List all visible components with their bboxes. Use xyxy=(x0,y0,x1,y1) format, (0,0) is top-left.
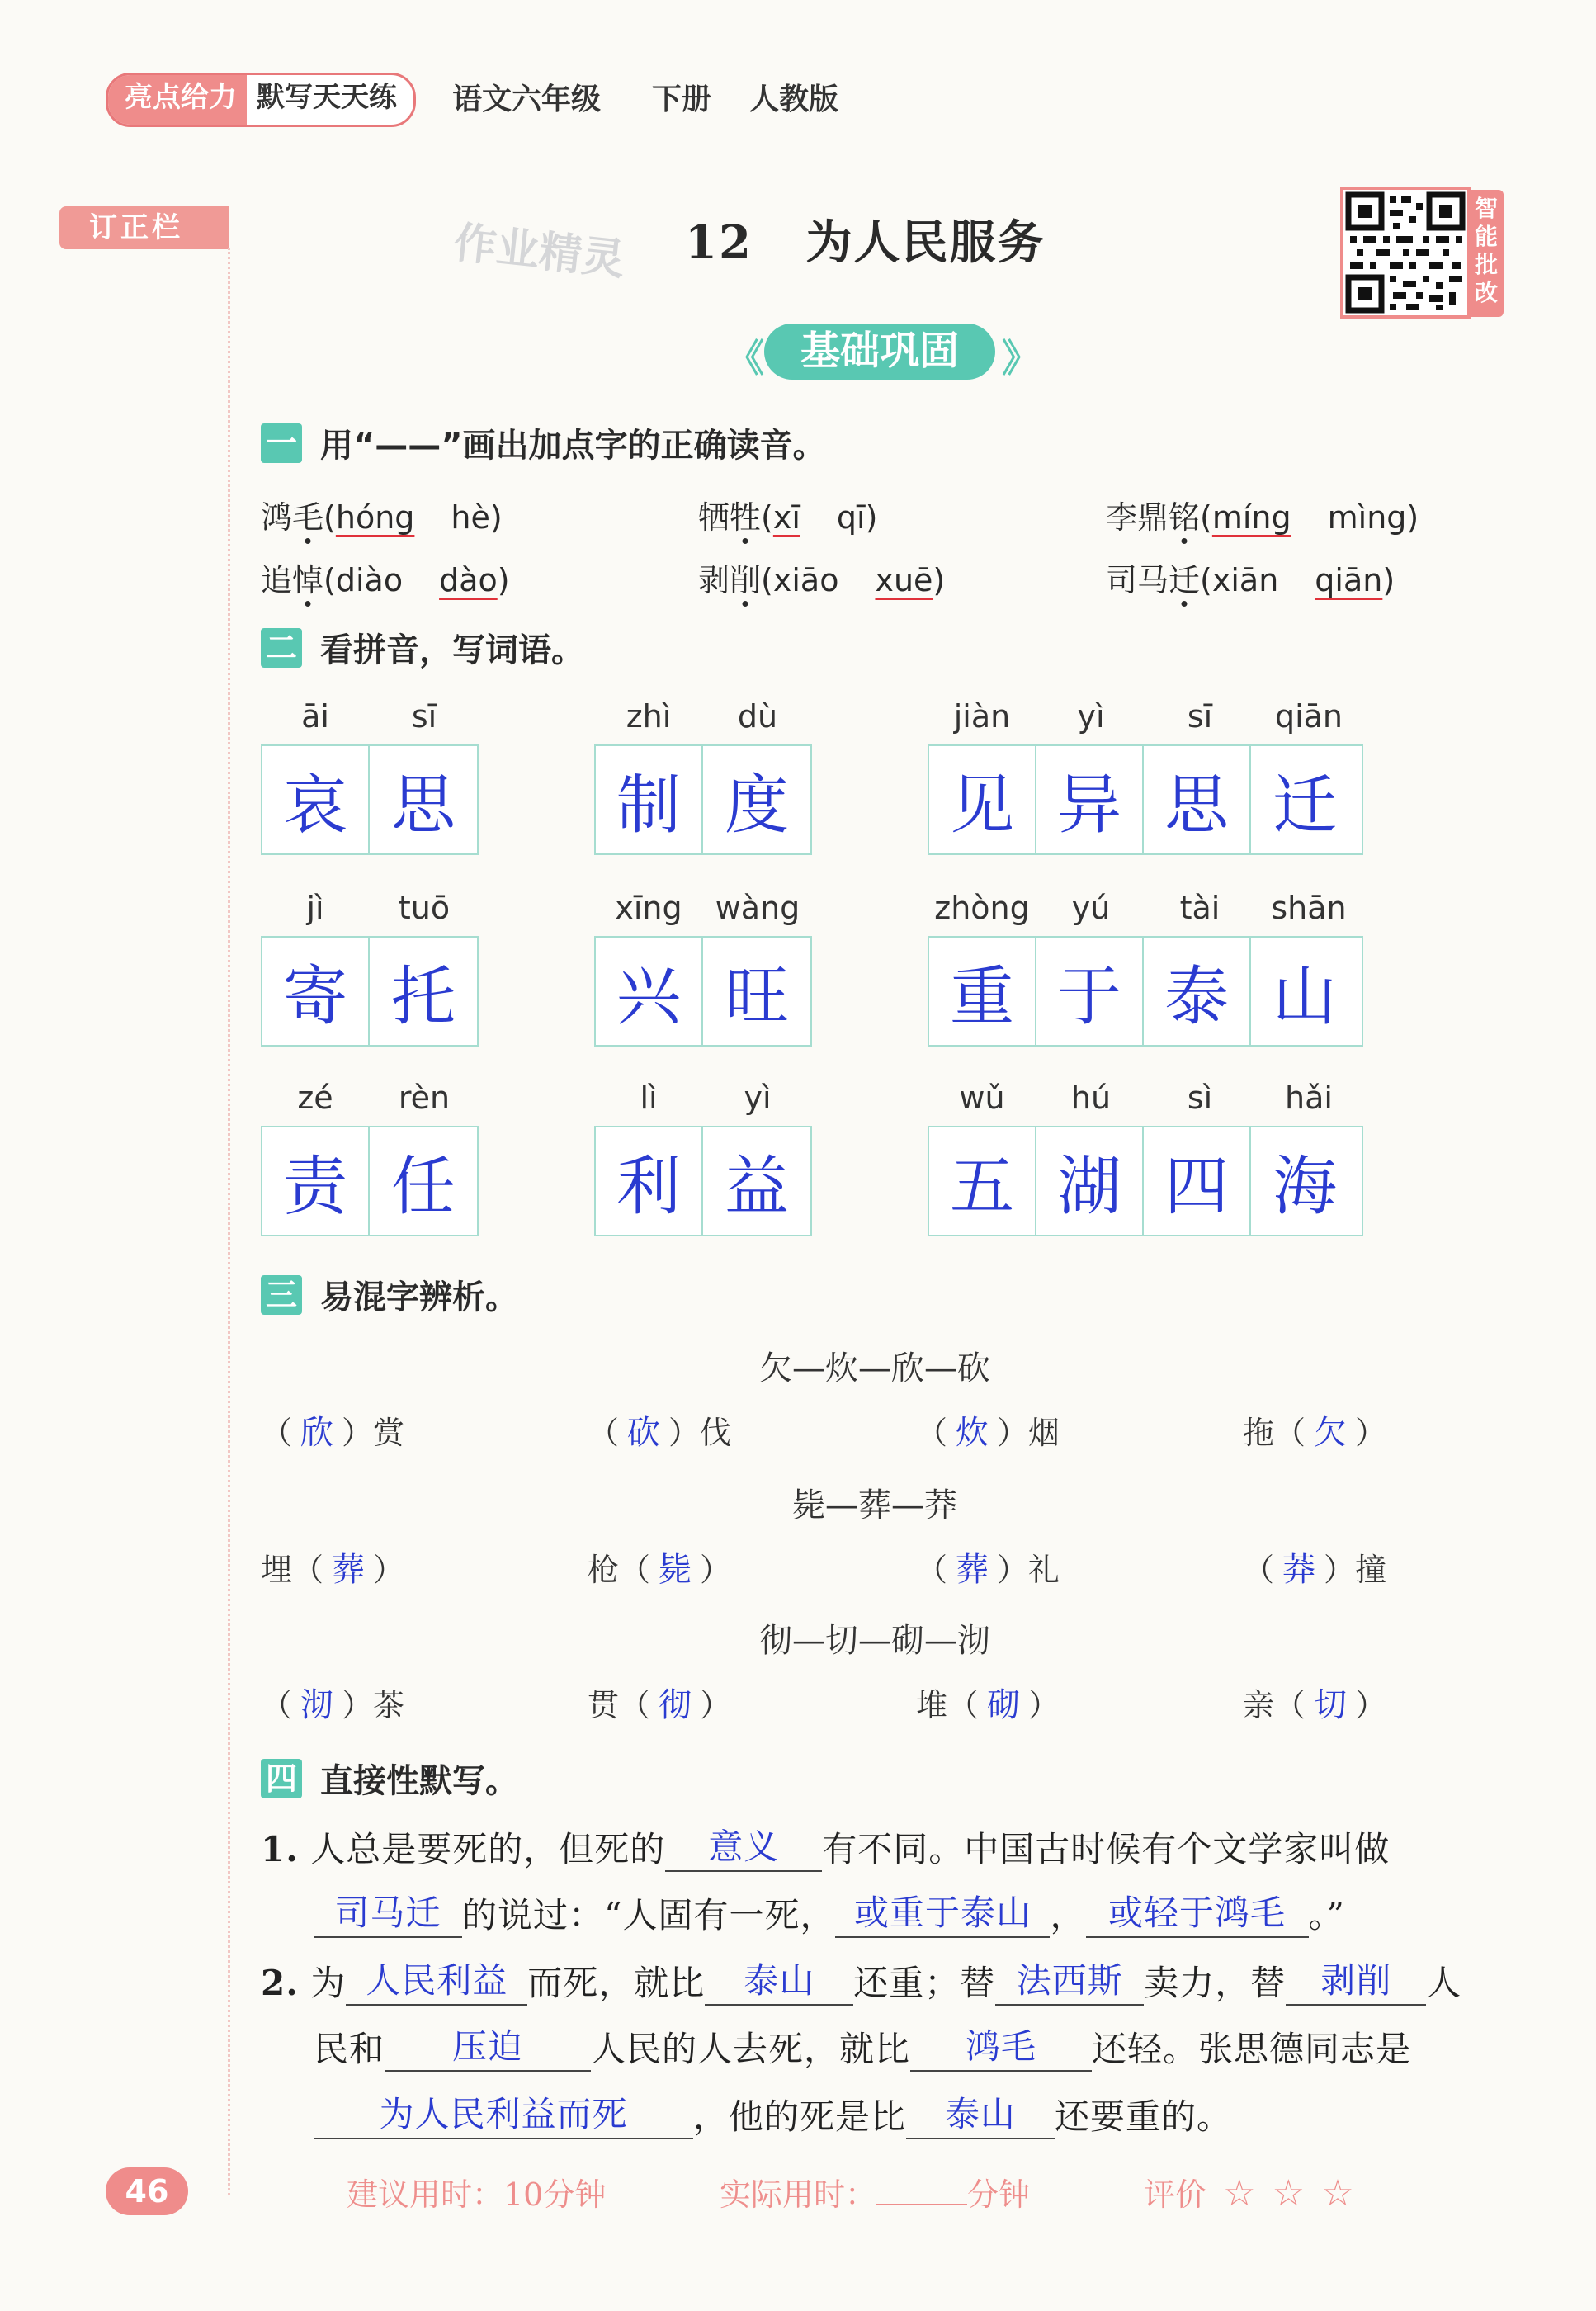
character-grid xyxy=(928,744,1363,855)
q1-number: 1. xyxy=(261,1829,299,1869)
word-item xyxy=(594,698,812,855)
q2-text: 民和 xyxy=(314,2029,385,2069)
fill-text: （ xyxy=(1243,1552,1275,1588)
character-cell[interactable]: 益 xyxy=(724,1150,789,1224)
lesson-name: 为人民服务 xyxy=(805,215,1046,270)
pinyin-label: sì xyxy=(1187,1080,1213,1116)
fill-answer[interactable]: 彻 xyxy=(659,1686,692,1724)
pinyin-label: jì xyxy=(306,890,324,926)
section-1-heading xyxy=(261,419,826,466)
pinyin-option[interactable]: qī xyxy=(836,499,866,536)
pinyin-label: rèn xyxy=(398,1080,451,1116)
word-item xyxy=(594,890,812,1047)
fill-text: ）撞 xyxy=(1324,1552,1387,1588)
paren: ) xyxy=(933,562,946,598)
qr-tag: 智能批改 xyxy=(1469,190,1504,317)
rating-label: 评价 xyxy=(1144,2176,1207,2213)
fill-text: 贯（ xyxy=(588,1687,651,1723)
section-title: 用“——”画出加点字的正确读音。 xyxy=(320,427,826,465)
dotted-char: 悼 xyxy=(292,562,324,598)
actual-time-label: 实际用时： xyxy=(720,2176,877,2213)
pinyin-label: hú xyxy=(1070,1080,1112,1116)
fill-text: （ xyxy=(588,1415,620,1451)
character-cell[interactable]: 见 xyxy=(929,746,1036,853)
chevron-left-icon: 《 xyxy=(726,336,764,380)
fill-text: （ xyxy=(916,1415,948,1451)
subject-label: 语文六年级 xyxy=(452,83,602,116)
pinyin-option[interactable]: xiāo xyxy=(772,562,839,598)
q2-blank[interactable]: 为人民利益而死 xyxy=(314,2091,693,2139)
word-text: 牺 xyxy=(698,499,730,536)
confusable-group-head: 毙—葬—莽 xyxy=(792,1486,957,1524)
section-banner: 基础巩固 xyxy=(764,324,995,380)
actual-time-unit: 分钟 xyxy=(967,2176,1031,2213)
pinyin-option[interactable]: xiān xyxy=(1211,562,1279,598)
fill-text: ） xyxy=(1028,1687,1060,1723)
paren: ) xyxy=(1382,562,1395,598)
character-cell[interactable]: 海 xyxy=(1272,1150,1337,1224)
q2-text: ，他的死是比 xyxy=(693,2096,907,2137)
confusable-fill xyxy=(588,1543,731,1590)
actual-time-blank[interactable] xyxy=(876,2204,967,2205)
character-cell[interactable]: 思 xyxy=(390,768,456,843)
paren: ) xyxy=(865,499,878,536)
q2-text: 还要重的。 xyxy=(1055,2096,1233,2137)
paren: ( xyxy=(761,562,773,598)
character-grid xyxy=(594,744,812,855)
character-grid xyxy=(928,1126,1363,1236)
fill-text: 拖（ xyxy=(1243,1415,1306,1451)
reading-item xyxy=(698,555,945,600)
fill-text: ）烟 xyxy=(997,1415,1060,1451)
confusable-fill xyxy=(261,1543,404,1590)
q2-number: 2. xyxy=(261,1963,299,2003)
confusable-fill xyxy=(1243,1406,1386,1453)
q2-line1 xyxy=(261,1956,1461,2006)
character-cell[interactable]: 托 xyxy=(390,960,456,1034)
q1-blank[interactable]: 或轻于鸿毛 xyxy=(1086,1890,1309,1938)
q2-blank[interactable]: 泰山 xyxy=(906,2091,1055,2139)
section-title: 易混字辨析。 xyxy=(320,1278,518,1316)
section-number: 二 xyxy=(261,628,302,668)
dotted-char: 迁 xyxy=(1169,562,1201,598)
word-item xyxy=(261,1080,479,1236)
fill-answer[interactable]: 切 xyxy=(1314,1686,1348,1724)
character-cell[interactable]: 兴 xyxy=(596,938,703,1045)
reading-item xyxy=(261,492,503,537)
paren: ( xyxy=(323,562,336,598)
q2-line3 xyxy=(314,2090,1232,2139)
confusable-fill xyxy=(916,1543,1060,1590)
q2-blank[interactable]: 人民利益 xyxy=(346,1958,527,2006)
fill-answer[interactable]: 欣 xyxy=(300,1414,334,1452)
star-icon[interactable]: ☆ xyxy=(1272,2172,1306,2214)
pinyin-label: jiàn xyxy=(953,698,1011,735)
character-cell[interactable]: 哀 xyxy=(262,746,370,853)
pinyin-label: āi xyxy=(301,698,329,735)
q1-text: 有不同。中国古时候有个文学家叫做 xyxy=(822,1829,1391,1869)
pinyin-option[interactable]: hè xyxy=(451,499,490,536)
q2-text: 人 xyxy=(1426,1963,1462,2003)
star-icon[interactable]: ☆ xyxy=(1321,2172,1354,2214)
word-text: 鸿 xyxy=(261,499,293,536)
lesson-number: 12 xyxy=(685,215,753,270)
pinyin-option[interactable]: mìng xyxy=(1327,499,1407,536)
word-text: 李鼎 xyxy=(1106,499,1169,536)
word-text: 追 xyxy=(261,562,293,598)
reading-item xyxy=(698,492,877,537)
q2-text: 为 xyxy=(310,1963,347,2003)
paren: ( xyxy=(761,499,773,536)
rating xyxy=(1144,2169,1354,2214)
word-text: 司马 xyxy=(1106,562,1169,598)
q1-line1 xyxy=(261,1822,1390,1872)
fill-answer[interactable]: 莽 xyxy=(1282,1551,1316,1589)
fill-text: （ xyxy=(261,1687,293,1723)
q1-blank[interactable]: 司马迁 xyxy=(314,1890,462,1938)
dotted-char: 铭 xyxy=(1169,499,1201,536)
q1-line2 xyxy=(314,1888,1345,1938)
character-grid xyxy=(261,744,479,855)
character-cell[interactable]: 旺 xyxy=(724,960,789,1034)
section-3-heading xyxy=(261,1271,518,1318)
q1-text: 的说过：“人固有一死， xyxy=(462,1895,836,1935)
section-title: 看拼音，写词语。 xyxy=(320,631,584,669)
paren: ( xyxy=(1200,499,1212,536)
q2-line2 xyxy=(314,2022,1411,2072)
section-number: 三 xyxy=(261,1275,302,1315)
pinyin-option[interactable]: qiān xyxy=(1315,562,1383,598)
volume-label: 下册 xyxy=(652,83,712,116)
q2-blank[interactable]: 法西斯 xyxy=(995,1958,1144,2006)
confusable-fill xyxy=(588,1406,731,1453)
word-item xyxy=(928,1080,1363,1236)
character-cell[interactable]: 泰 xyxy=(1144,938,1251,1045)
confusable-fill xyxy=(1243,1543,1386,1590)
fill-text: （ xyxy=(916,1552,948,1588)
fill-answer[interactable]: 葬 xyxy=(956,1551,989,1589)
character-grid xyxy=(594,1126,812,1236)
character-grid xyxy=(261,1126,479,1236)
fill-answer[interactable]: 葬 xyxy=(332,1551,366,1589)
chevron-right-icon: 》 xyxy=(1002,336,1040,380)
fill-answer[interactable]: 砌 xyxy=(987,1686,1021,1724)
pinyin-label: wàng xyxy=(715,890,800,926)
confusable-fill xyxy=(916,1406,1060,1453)
q2-blank[interactable]: 泰山 xyxy=(705,1958,853,2006)
dotted-char: 牲 xyxy=(730,499,762,536)
fill-text: ）礼 xyxy=(997,1552,1060,1588)
pinyin-label: yì xyxy=(1077,698,1105,735)
character-cell[interactable]: 利 xyxy=(596,1127,703,1235)
character-cell[interactable]: 思 xyxy=(1144,746,1251,853)
fill-text: ） xyxy=(1355,1415,1387,1451)
fill-answer[interactable]: 毙 xyxy=(659,1551,692,1589)
brand-left: 亮点给力 xyxy=(108,75,247,125)
reading-item xyxy=(1106,555,1395,600)
fill-text: 枪（ xyxy=(588,1552,651,1588)
pinyin-label: xīng xyxy=(615,890,682,926)
fill-text: ） xyxy=(1355,1687,1387,1723)
edition-label: 人教版 xyxy=(749,83,839,116)
section-2-heading xyxy=(261,624,584,671)
q2-text: 而死，就比 xyxy=(527,1963,706,2003)
paren: ) xyxy=(489,499,503,536)
fill-text: ） xyxy=(373,1552,405,1588)
paren: ) xyxy=(497,562,510,598)
page-number: 46 xyxy=(106,2167,188,2215)
pinyin-label: tài xyxy=(1179,890,1221,926)
q2-text: 卖力，替 xyxy=(1144,1963,1287,2003)
word-item xyxy=(928,890,1363,1047)
q1-blank[interactable]: 或重于泰山 xyxy=(835,1890,1050,1938)
pinyin-label: lì xyxy=(640,1080,658,1116)
pinyin-option[interactable]: xī xyxy=(772,499,800,536)
character-cell[interactable]: 重 xyxy=(929,938,1036,1045)
q2-text: 还重；替 xyxy=(853,1963,996,2003)
fill-text: ）茶 xyxy=(342,1687,405,1723)
word-item xyxy=(594,1080,812,1236)
fill-text: 堆（ xyxy=(916,1687,980,1723)
q2-text: 还轻。张思德同志是 xyxy=(1092,2029,1412,2069)
confusable-fill xyxy=(588,1679,731,1726)
section-number: 四 xyxy=(261,1759,302,1798)
pinyin-label: zé xyxy=(297,1080,333,1116)
character-cell[interactable]: 寄 xyxy=(262,938,370,1045)
watermark: 作业精灵 xyxy=(451,218,628,286)
brand-right: 默写天天练 xyxy=(257,81,397,114)
suggested-time: 建议用时：10分钟 xyxy=(347,2176,607,2213)
correction-divider xyxy=(228,248,230,2195)
q2-blank[interactable]: 鸿毛 xyxy=(910,2024,1092,2072)
pinyin-option[interactable]: hóng xyxy=(335,499,415,536)
fill-text: ） xyxy=(700,1552,732,1588)
pinyin-label: sī xyxy=(1187,698,1213,735)
pinyin-label: dù xyxy=(737,698,778,735)
q2-blank[interactable]: 剥削 xyxy=(1286,1958,1426,2006)
reading-item xyxy=(261,555,510,600)
word-text: 剥 xyxy=(698,562,730,598)
pinyin-label: wǔ xyxy=(959,1080,1005,1116)
q1-text: 。” xyxy=(1308,1895,1345,1935)
pinyin-label: yì xyxy=(744,1080,772,1116)
pinyin-label: zhòng xyxy=(934,890,1030,926)
fill-text: 亲（ xyxy=(1243,1687,1306,1723)
reading-item xyxy=(1106,492,1419,537)
pinyin-label: shān xyxy=(1271,890,1347,926)
qr-code-icon xyxy=(1343,190,1467,315)
word-item xyxy=(261,698,479,855)
character-cell[interactable]: 五 xyxy=(929,1127,1036,1235)
q1-text: 人总是要死的，但死的 xyxy=(310,1829,666,1869)
confusable-fill xyxy=(261,1406,404,1453)
fill-text: ） xyxy=(700,1687,732,1723)
q2-blank[interactable]: 压迫 xyxy=(385,2024,591,2072)
pinyin-option[interactable]: dào xyxy=(439,562,498,598)
section-title: 直接性默写。 xyxy=(320,1762,518,1800)
pinyin-label: tuō xyxy=(398,890,451,926)
character-cell[interactable]: 责 xyxy=(262,1127,370,1235)
pinyin-option[interactable]: diào xyxy=(335,562,404,598)
confusable-fill xyxy=(1243,1679,1386,1726)
word-item xyxy=(261,890,479,1047)
word-item xyxy=(928,698,1363,855)
character-cell[interactable]: 度 xyxy=(724,768,789,843)
paren: ( xyxy=(1200,562,1212,598)
character-cell[interactable]: 制 xyxy=(596,746,703,853)
character-cell[interactable]: 湖 xyxy=(1036,1127,1144,1235)
character-grid xyxy=(594,936,812,1047)
fill-answer[interactable]: 炊 xyxy=(956,1414,989,1452)
series-brand xyxy=(106,73,416,127)
star-icon[interactable]: ☆ xyxy=(1223,2172,1256,2214)
paren: ) xyxy=(1406,499,1419,536)
lesson-title xyxy=(685,206,1045,272)
q2-text: 人民的人去死，就比 xyxy=(591,2029,911,2069)
pinyin-label: yú xyxy=(1071,890,1111,926)
qr-code[interactable] xyxy=(1340,187,1471,319)
fill-text: （ xyxy=(261,1415,293,1451)
pinyin-option[interactable]: xuē xyxy=(875,562,933,598)
confusable-group-head: 彻—切—砌—沏 xyxy=(759,1622,990,1660)
pinyin-label: sī xyxy=(411,698,437,735)
character-cell[interactable]: 迁 xyxy=(1272,768,1337,843)
fill-answer[interactable]: 沏 xyxy=(300,1686,334,1724)
fill-answer[interactable]: 砍 xyxy=(627,1414,661,1452)
correction-column-tab: 订正栏 xyxy=(59,206,229,249)
character-cell[interactable]: 异 xyxy=(1036,746,1144,853)
pinyin-label: zhì xyxy=(626,698,672,735)
character-grid xyxy=(928,936,1363,1047)
character-cell[interactable]: 于 xyxy=(1036,938,1144,1045)
dotted-char: 毛 xyxy=(292,499,324,536)
paren: ( xyxy=(323,499,336,536)
confusable-fill xyxy=(916,1679,1060,1726)
q1-blank[interactable]: 意义 xyxy=(665,1824,822,1872)
fill-text: ）伐 xyxy=(668,1415,732,1451)
q1-text: ， xyxy=(1050,1895,1086,1935)
section-number: 一 xyxy=(261,423,302,463)
character-cell[interactable]: 山 xyxy=(1272,960,1337,1034)
character-cell[interactable]: 四 xyxy=(1144,1127,1251,1235)
fill-answer[interactable]: 欠 xyxy=(1314,1414,1348,1452)
character-cell[interactable]: 任 xyxy=(390,1150,456,1224)
character-grid xyxy=(261,936,479,1047)
actual-time xyxy=(720,2169,1030,2214)
dotted-char: 削 xyxy=(730,562,762,598)
fill-text: 埋（ xyxy=(261,1552,324,1588)
confusable-fill xyxy=(261,1679,404,1726)
pinyin-option[interactable]: míng xyxy=(1211,499,1291,536)
section-4-heading xyxy=(261,1755,518,1802)
pinyin-label: hǎi xyxy=(1285,1080,1333,1116)
confusable-group-head: 欠—炊—欣—砍 xyxy=(759,1349,990,1387)
pinyin-label: qiān xyxy=(1274,698,1343,735)
fill-text: ）赏 xyxy=(342,1415,405,1451)
